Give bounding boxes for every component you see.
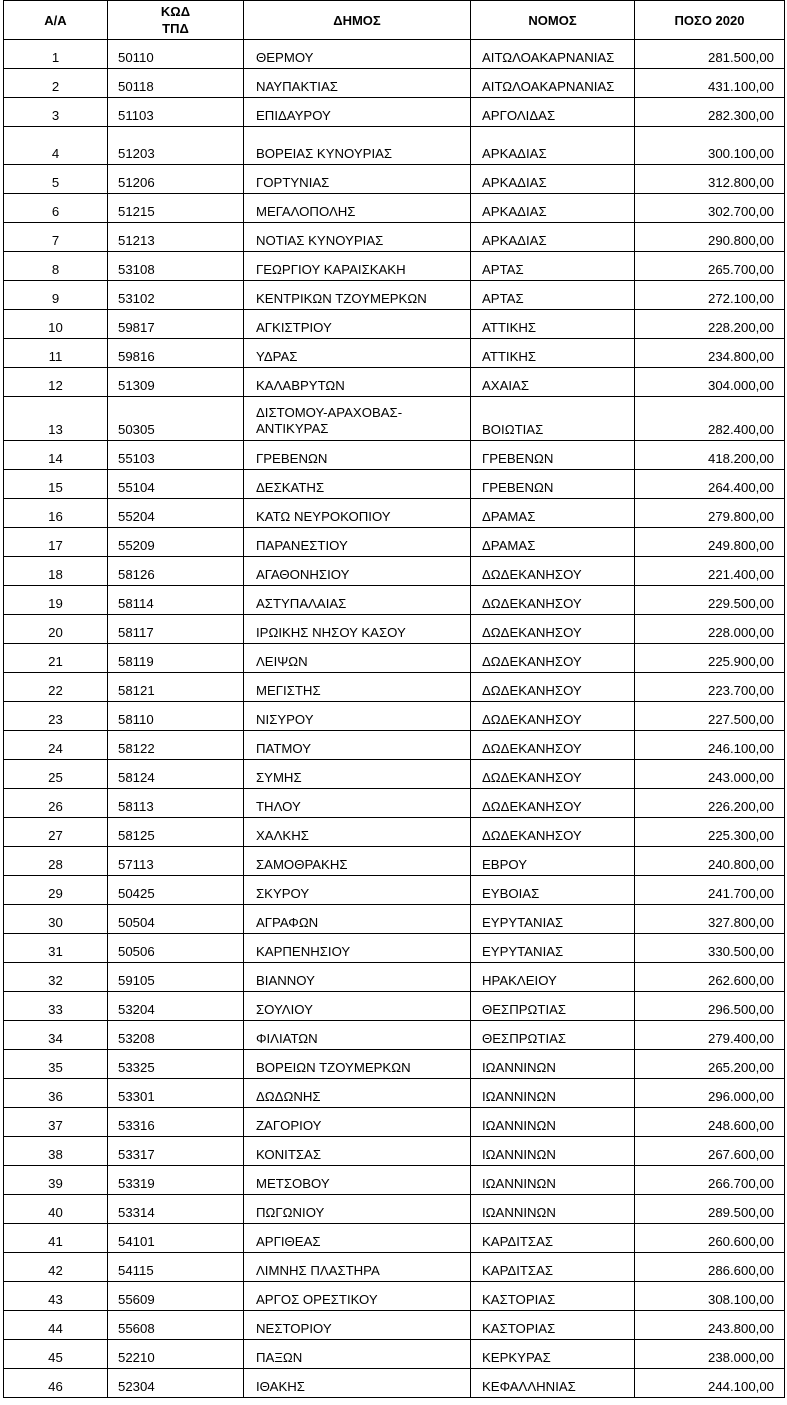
- table-row: [4, 586, 785, 615]
- table-row: [4, 963, 785, 992]
- cell-code: 58114: [108, 586, 244, 615]
- cell-dimos: ΒΙΑΝΝΟΥ: [244, 963, 471, 992]
- table-row: [4, 760, 785, 789]
- cell-code: 53317: [108, 1137, 244, 1166]
- cell-nomos: ΗΡΑΚΛΕΙΟΥ: [471, 963, 635, 992]
- cell-code: 55204: [108, 499, 244, 528]
- header-poso: ΠΟΣΟ 2020: [635, 1, 785, 40]
- header-code-line2: ΤΠΔ: [162, 21, 189, 36]
- cell-nomos: ΔΩΔΕΚΑΝΗΣΟΥ: [471, 557, 635, 586]
- cell-dimos: ΛΙΜΝΗΣ ΠΛΑΣΤΗΡΑ: [244, 1253, 471, 1282]
- cell-nomos: ΙΩΑΝΝΙΝΩΝ: [471, 1195, 635, 1224]
- cell-nomos: ΑΤΤΙΚΗΣ: [471, 339, 635, 368]
- cell-poso: 304.000,00: [635, 368, 785, 397]
- cell-dimos: ΑΓΡΑΦΩΝ: [244, 905, 471, 934]
- cell-aa: 23: [4, 702, 108, 731]
- table-header-row: [4, 1, 785, 40]
- cell-nomos: ΔΩΔΕΚΑΝΗΣΟΥ: [471, 644, 635, 673]
- cell-code: 53319: [108, 1166, 244, 1195]
- cell-dimos: ΝΕΣΤΟΡΙΟΥ: [244, 1311, 471, 1340]
- cell-aa: 43: [4, 1282, 108, 1311]
- cell-dimos: ΙΘΑΚΗΣ: [244, 1369, 471, 1398]
- cell-poso: 225.900,00: [635, 644, 785, 673]
- cell-poso: 240.800,00: [635, 847, 785, 876]
- table-row: [4, 1195, 785, 1224]
- cell-code: 57113: [108, 847, 244, 876]
- table-row: [4, 615, 785, 644]
- cell-dimos: ΚΟΝΙΤΣΑΣ: [244, 1137, 471, 1166]
- cell-poso: 290.800,00: [635, 223, 785, 252]
- cell-dimos: ΔΙΣΤΟΜΟΥ-ΑΡΑΧΟΒΑΣ-ΑΝΤΙΚΥΡΑΣ: [244, 397, 471, 441]
- table-row: [4, 934, 785, 963]
- cell-nomos: ΑΙΤΩΛΟΑΚΑΡΝΑΝΙΑΣ: [471, 40, 635, 69]
- cell-dimos: ΜΕΤΣΟΒΟΥ: [244, 1166, 471, 1195]
- header-nomos: ΝΟΜΟΣ: [471, 1, 635, 40]
- cell-code: 55209: [108, 528, 244, 557]
- cell-nomos: ΑΡΚΑΔΙΑΣ: [471, 223, 635, 252]
- cell-code: 52304: [108, 1369, 244, 1398]
- cell-dimos: ΣΑΜΟΘΡΑΚΗΣ: [244, 847, 471, 876]
- cell-nomos: ΔΡΑΜΑΣ: [471, 528, 635, 557]
- cell-nomos: ΑΡΚΑΔΙΑΣ: [471, 194, 635, 223]
- cell-poso: 234.800,00: [635, 339, 785, 368]
- cell-code: 58113: [108, 789, 244, 818]
- cell-code: 52210: [108, 1340, 244, 1369]
- cell-code: 50305: [108, 397, 244, 441]
- table-row: [4, 847, 785, 876]
- cell-code: 54101: [108, 1224, 244, 1253]
- cell-poso: 225.300,00: [635, 818, 785, 847]
- cell-poso: 272.100,00: [635, 281, 785, 310]
- cell-nomos: ΕΥΡΥΤΑΝΙΑΣ: [471, 934, 635, 963]
- cell-aa: 39: [4, 1166, 108, 1195]
- cell-nomos: ΔΡΑΜΑΣ: [471, 499, 635, 528]
- cell-dimos: ΑΣΤΥΠΑΛΑΙΑΣ: [244, 586, 471, 615]
- cell-dimos: ΓΕΩΡΓΙΟΥ ΚΑΡΑΙΣΚΑΚΗ: [244, 252, 471, 281]
- table-row: [4, 339, 785, 368]
- cell-nomos: ΚΑΣΤΟΡΙΑΣ: [471, 1282, 635, 1311]
- cell-code: 59105: [108, 963, 244, 992]
- cell-dimos: ΥΔΡΑΣ: [244, 339, 471, 368]
- cell-poso: 327.800,00: [635, 905, 785, 934]
- cell-dimos: ΚΑΤΩ ΝΕΥΡΟΚΟΠΙΟΥ: [244, 499, 471, 528]
- cell-poso: 238.000,00: [635, 1340, 785, 1369]
- table-row: [4, 194, 785, 223]
- table-row: [4, 1311, 785, 1340]
- cell-dimos: ΚΕΝΤΡΙΚΩΝ ΤΖΟΥΜΕΡΚΩΝ: [244, 281, 471, 310]
- cell-aa: 25: [4, 760, 108, 789]
- cell-nomos: ΔΩΔΕΚΑΝΗΣΟΥ: [471, 818, 635, 847]
- table-row: [4, 731, 785, 760]
- cell-dimos: ΘΕΡΜΟΥ: [244, 40, 471, 69]
- cell-code: 53314: [108, 1195, 244, 1224]
- cell-poso: 221.400,00: [635, 557, 785, 586]
- cell-nomos: ΕΥΒΟΙΑΣ: [471, 876, 635, 905]
- cell-aa: 11: [4, 339, 108, 368]
- table-row: [4, 789, 785, 818]
- cell-poso: 265.700,00: [635, 252, 785, 281]
- cell-aa: 7: [4, 223, 108, 252]
- cell-aa: 42: [4, 1253, 108, 1282]
- cell-code: 58124: [108, 760, 244, 789]
- cell-nomos: ΕΥΡΥΤΑΝΙΑΣ: [471, 905, 635, 934]
- cell-aa: 22: [4, 673, 108, 702]
- cell-aa: 6: [4, 194, 108, 223]
- cell-aa: 16: [4, 499, 108, 528]
- table-row: [4, 165, 785, 194]
- cell-code: 53102: [108, 281, 244, 310]
- cell-code: 58126: [108, 557, 244, 586]
- cell-dimos: ΚΑΡΠΕΝΗΣΙΟΥ: [244, 934, 471, 963]
- cell-code: 51206: [108, 165, 244, 194]
- cell-dimos: ΓΟΡΤΥΝΙΑΣ: [244, 165, 471, 194]
- table-row: [4, 702, 785, 731]
- cell-aa: 35: [4, 1050, 108, 1079]
- cell-poso: 241.700,00: [635, 876, 785, 905]
- cell-code: 53325: [108, 1050, 244, 1079]
- cell-nomos: ΔΩΔΕΚΑΝΗΣΟΥ: [471, 789, 635, 818]
- cell-code: 51213: [108, 223, 244, 252]
- cell-poso: 228.000,00: [635, 615, 785, 644]
- cell-nomos: ΔΩΔΕΚΑΝΗΣΟΥ: [471, 731, 635, 760]
- cell-code: 50504: [108, 905, 244, 934]
- table-row: [4, 1340, 785, 1369]
- cell-aa: 20: [4, 615, 108, 644]
- cell-nomos: ΓΡΕΒΕΝΩΝ: [471, 470, 635, 499]
- cell-poso: 260.600,00: [635, 1224, 785, 1253]
- table-row: [4, 223, 785, 252]
- table-row: [4, 1253, 785, 1282]
- table-row: [4, 310, 785, 339]
- cell-nomos: ΙΩΑΝΝΙΝΩΝ: [471, 1166, 635, 1195]
- cell-code: 58117: [108, 615, 244, 644]
- table-row: [4, 992, 785, 1021]
- cell-code: 58121: [108, 673, 244, 702]
- header-aa: Α/Α: [4, 1, 108, 40]
- cell-dimos: ΦΙΛΙΑΤΩΝ: [244, 1021, 471, 1050]
- table-row: [4, 441, 785, 470]
- cell-poso: 296.000,00: [635, 1079, 785, 1108]
- cell-poso: 302.700,00: [635, 194, 785, 223]
- cell-aa: 40: [4, 1195, 108, 1224]
- table-row: [4, 127, 785, 165]
- cell-nomos: ΔΩΔΕΚΑΝΗΣΟΥ: [471, 586, 635, 615]
- cell-aa: 8: [4, 252, 108, 281]
- cell-nomos: ΒΟΙΩΤΙΑΣ: [471, 397, 635, 441]
- cell-nomos: ΔΩΔΕΚΑΝΗΣΟΥ: [471, 615, 635, 644]
- cell-poso: 312.800,00: [635, 165, 785, 194]
- cell-aa: 33: [4, 992, 108, 1021]
- table-row: [4, 557, 785, 586]
- cell-poso: 246.100,00: [635, 731, 785, 760]
- cell-dimos: ΑΓΑΘΟΝΗΣΙΟΥ: [244, 557, 471, 586]
- cell-aa: 37: [4, 1108, 108, 1137]
- cell-nomos: ΑΡΓΟΛΙΔΑΣ: [471, 98, 635, 127]
- cell-poso: 264.400,00: [635, 470, 785, 499]
- cell-aa: 18: [4, 557, 108, 586]
- table-row: [4, 98, 785, 127]
- cell-nomos: ΓΡΕΒΕΝΩΝ: [471, 441, 635, 470]
- table-row: [4, 1282, 785, 1311]
- cell-dimos: ΑΡΓΟΣ ΟΡΕΣΤΙΚΟΥ: [244, 1282, 471, 1311]
- cell-poso: 279.800,00: [635, 499, 785, 528]
- cell-poso: 227.500,00: [635, 702, 785, 731]
- cell-code: 58110: [108, 702, 244, 731]
- table-row: [4, 818, 785, 847]
- cell-poso: 243.000,00: [635, 760, 785, 789]
- cell-nomos: ΙΩΑΝΝΙΝΩΝ: [471, 1137, 635, 1166]
- table-row: [4, 1108, 785, 1137]
- cell-dimos: ΚΑΛΑΒΡΥΤΩΝ: [244, 368, 471, 397]
- cell-aa: 29: [4, 876, 108, 905]
- header-dimos: ΔΗΜΟΣ: [244, 1, 471, 40]
- cell-nomos: ΙΩΑΝΝΙΝΩΝ: [471, 1108, 635, 1137]
- cell-poso: 226.200,00: [635, 789, 785, 818]
- cell-dimos: ΝΙΣΥΡΟΥ: [244, 702, 471, 731]
- cell-poso: 431.100,00: [635, 69, 785, 98]
- cell-aa: 13: [4, 397, 108, 441]
- cell-nomos: ΑΡΚΑΔΙΑΣ: [471, 165, 635, 194]
- cell-poso: 286.600,00: [635, 1253, 785, 1282]
- table-row: [4, 1021, 785, 1050]
- cell-code: 53108: [108, 252, 244, 281]
- cell-dimos: ΛΕΙΨΩΝ: [244, 644, 471, 673]
- cell-poso: 249.800,00: [635, 528, 785, 557]
- cell-code: 51103: [108, 98, 244, 127]
- cell-code: 53301: [108, 1079, 244, 1108]
- table-row: [4, 397, 785, 441]
- cell-poso: 300.100,00: [635, 127, 785, 165]
- cell-dimos: ΕΠΙΔΑΥΡΟΥ: [244, 98, 471, 127]
- cell-code: 55103: [108, 441, 244, 470]
- cell-code: 51215: [108, 194, 244, 223]
- cell-aa: 38: [4, 1137, 108, 1166]
- cell-dimos: ΜΕΓΑΛΟΠΟΛΗΣ: [244, 194, 471, 223]
- cell-nomos: ΚΑΡΔΙΤΣΑΣ: [471, 1253, 635, 1282]
- table-row: [4, 499, 785, 528]
- cell-poso: 267.600,00: [635, 1137, 785, 1166]
- cell-aa: 26: [4, 789, 108, 818]
- header-code: [108, 1, 244, 40]
- cell-poso: 262.600,00: [635, 963, 785, 992]
- cell-code: 53204: [108, 992, 244, 1021]
- cell-code: 55608: [108, 1311, 244, 1340]
- table-row: [4, 528, 785, 557]
- table-row: [4, 1079, 785, 1108]
- header-code-line1: ΚΩΔ: [160, 4, 191, 19]
- cell-code: 53316: [108, 1108, 244, 1137]
- table-row: [4, 1050, 785, 1079]
- cell-nomos: ΔΩΔΕΚΑΝΗΣΟΥ: [471, 673, 635, 702]
- cell-poso: 296.500,00: [635, 992, 785, 1021]
- cell-poso: 308.100,00: [635, 1282, 785, 1311]
- cell-dimos: ΣΥΜΗΣ: [244, 760, 471, 789]
- cell-poso: 282.300,00: [635, 98, 785, 127]
- cell-dimos: ΓΡΕΒΕΝΩΝ: [244, 441, 471, 470]
- cell-dimos: ΣΟΥΛΙΟΥ: [244, 992, 471, 1021]
- cell-dimos: ΑΡΓΙΘΕΑΣ: [244, 1224, 471, 1253]
- cell-aa: 17: [4, 528, 108, 557]
- cell-code: 58122: [108, 731, 244, 760]
- cell-dimos: ΒΟΡΕΙΩΝ ΤΖΟΥΜΕΡΚΩΝ: [244, 1050, 471, 1079]
- cell-code: 50118: [108, 69, 244, 98]
- cell-dimos: ΧΑΛΚΗΣ: [244, 818, 471, 847]
- cell-poso: 279.400,00: [635, 1021, 785, 1050]
- cell-dimos: ΣΚΥΡΟΥ: [244, 876, 471, 905]
- cell-nomos: ΑΡΚΑΔΙΑΣ: [471, 127, 635, 165]
- table-row: [4, 40, 785, 69]
- cell-aa: 5: [4, 165, 108, 194]
- table-row: [4, 1224, 785, 1253]
- cell-aa: 14: [4, 441, 108, 470]
- cell-nomos: ΚΑΣΤΟΡΙΑΣ: [471, 1311, 635, 1340]
- table-row: [4, 470, 785, 499]
- cell-nomos: ΑΙΤΩΛΟΑΚΑΡΝΑΝΙΑΣ: [471, 69, 635, 98]
- cell-aa: 9: [4, 281, 108, 310]
- table-row: [4, 252, 785, 281]
- cell-aa: 32: [4, 963, 108, 992]
- cell-code: 53208: [108, 1021, 244, 1050]
- cell-aa: 21: [4, 644, 108, 673]
- cell-dimos: ΑΓΚΙΣΤΡΙΟΥ: [244, 310, 471, 339]
- cell-code: 59817: [108, 310, 244, 339]
- cell-aa: 19: [4, 586, 108, 615]
- cell-dimos: ΝΑΥΠΑΚΤΙΑΣ: [244, 69, 471, 98]
- cell-nomos: ΘΕΣΠΡΩΤΙΑΣ: [471, 1021, 635, 1050]
- cell-nomos: ΙΩΑΝΝΙΝΩΝ: [471, 1050, 635, 1079]
- cell-aa: 34: [4, 1021, 108, 1050]
- cell-dimos: ΝΟΤΙΑΣ ΚΥΝΟΥΡΙΑΣ: [244, 223, 471, 252]
- cell-aa: 3: [4, 98, 108, 127]
- cell-poso: 266.700,00: [635, 1166, 785, 1195]
- cell-poso: 289.500,00: [635, 1195, 785, 1224]
- cell-aa: 27: [4, 818, 108, 847]
- cell-dimos: ΙΡΩΙΚΗΣ ΝΗΣΟΥ ΚΑΣΟΥ: [244, 615, 471, 644]
- cell-poso: 223.700,00: [635, 673, 785, 702]
- table-row: [4, 1137, 785, 1166]
- cell-nomos: ΔΩΔΕΚΑΝΗΣΟΥ: [471, 760, 635, 789]
- cell-dimos: ΜΕΓΙΣΤΗΣ: [244, 673, 471, 702]
- cell-code: 50425: [108, 876, 244, 905]
- cell-aa: 15: [4, 470, 108, 499]
- cell-aa: 4: [4, 127, 108, 165]
- cell-aa: 36: [4, 1079, 108, 1108]
- cell-aa: 24: [4, 731, 108, 760]
- table-row: [4, 281, 785, 310]
- cell-dimos: ΠΑΤΜΟΥ: [244, 731, 471, 760]
- cell-poso: 281.500,00: [635, 40, 785, 69]
- cell-aa: 45: [4, 1340, 108, 1369]
- cell-aa: 2: [4, 69, 108, 98]
- table-row: [4, 644, 785, 673]
- cell-nomos: ΑΧΑΙΑΣ: [471, 368, 635, 397]
- cell-dimos: ΠΑΡΑΝΕΣΤΙΟΥ: [244, 528, 471, 557]
- cell-code: 58125: [108, 818, 244, 847]
- cell-poso: 228.200,00: [635, 310, 785, 339]
- cell-aa: 31: [4, 934, 108, 963]
- cell-code: 50506: [108, 934, 244, 963]
- cell-poso: 330.500,00: [635, 934, 785, 963]
- cell-poso: 418.200,00: [635, 441, 785, 470]
- cell-dimos: ΖΑΓΟΡΙΟΥ: [244, 1108, 471, 1137]
- cell-nomos: ΘΕΣΠΡΩΤΙΑΣ: [471, 992, 635, 1021]
- cell-nomos: ΙΩΑΝΝΙΝΩΝ: [471, 1079, 635, 1108]
- cell-code: 54115: [108, 1253, 244, 1282]
- table-row: [4, 673, 785, 702]
- cell-code: 51309: [108, 368, 244, 397]
- cell-code: 50110: [108, 40, 244, 69]
- cell-aa: 1: [4, 40, 108, 69]
- table-row: [4, 69, 785, 98]
- cell-nomos: ΚΑΡΔΙΤΣΑΣ: [471, 1224, 635, 1253]
- cell-code: 51203: [108, 127, 244, 165]
- cell-dimos: ΒΟΡΕΙΑΣ ΚΥΝΟΥΡΙΑΣ: [244, 127, 471, 165]
- cell-poso: 265.200,00: [635, 1050, 785, 1079]
- cell-code: 55609: [108, 1282, 244, 1311]
- cell-dimos: ΔΩΔΩΝΗΣ: [244, 1079, 471, 1108]
- cell-code: 55104: [108, 470, 244, 499]
- cell-aa: 10: [4, 310, 108, 339]
- cell-aa: 44: [4, 1311, 108, 1340]
- cell-aa: 30: [4, 905, 108, 934]
- cell-poso: 243.800,00: [635, 1311, 785, 1340]
- cell-code: 58119: [108, 644, 244, 673]
- table-row: [4, 905, 785, 934]
- table-row: [4, 368, 785, 397]
- cell-nomos: ΚΕΡΚΥΡΑΣ: [471, 1340, 635, 1369]
- cell-poso: 282.400,00: [635, 397, 785, 441]
- cell-nomos: ΕΒΡΟΥ: [471, 847, 635, 876]
- table-row: [4, 876, 785, 905]
- cell-aa: 12: [4, 368, 108, 397]
- cell-nomos: ΑΡΤΑΣ: [471, 281, 635, 310]
- cell-nomos: ΚΕΦΑΛΛΗΝΙΑΣ: [471, 1369, 635, 1398]
- table-row: [4, 1166, 785, 1195]
- cell-code: 59816: [108, 339, 244, 368]
- cell-nomos: ΑΤΤΙΚΗΣ: [471, 310, 635, 339]
- cell-poso: 244.100,00: [635, 1369, 785, 1398]
- table-row: [4, 1369, 785, 1398]
- cell-aa: 41: [4, 1224, 108, 1253]
- cell-aa: 28: [4, 847, 108, 876]
- cell-poso: 229.500,00: [635, 586, 785, 615]
- cell-dimos: ΠΩΓΩΝΙΟΥ: [244, 1195, 471, 1224]
- cell-dimos: ΤΗΛΟΥ: [244, 789, 471, 818]
- allocation-table: [3, 0, 785, 1398]
- cell-aa: 46: [4, 1369, 108, 1398]
- cell-nomos: ΑΡΤΑΣ: [471, 252, 635, 281]
- cell-poso: 248.600,00: [635, 1108, 785, 1137]
- cell-dimos: ΠΑΞΩΝ: [244, 1340, 471, 1369]
- cell-dimos: ΔΕΣΚΑΤΗΣ: [244, 470, 471, 499]
- cell-nomos: ΔΩΔΕΚΑΝΗΣΟΥ: [471, 702, 635, 731]
